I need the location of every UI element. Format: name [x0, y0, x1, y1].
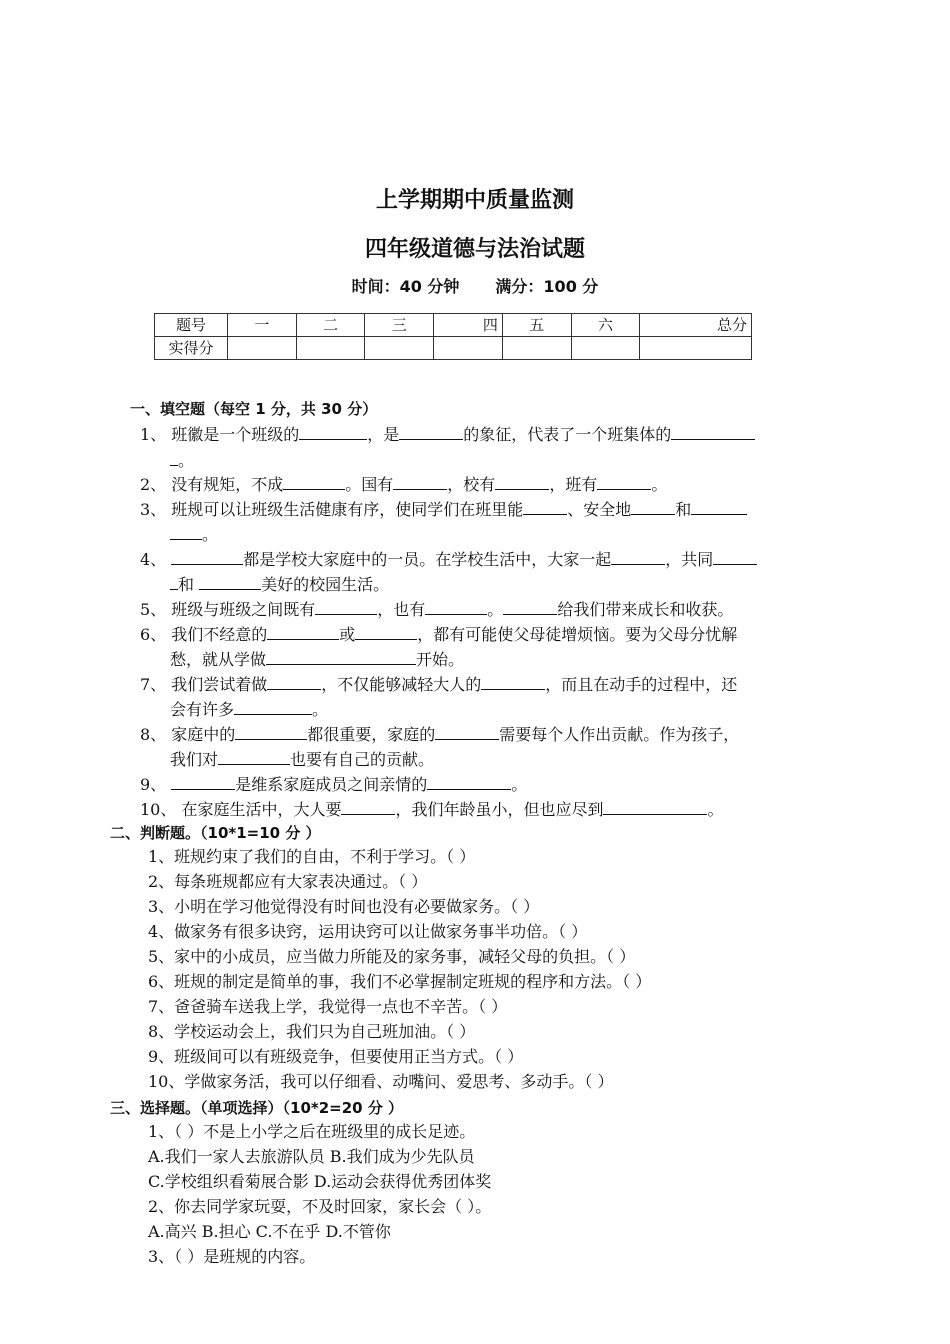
fill-question-5	[140, 598, 733, 620]
fill-question-8	[140, 723, 739, 745]
question-text: 。	[651, 475, 668, 494]
score-input-cell[interactable]	[571, 337, 640, 360]
answer-blank[interactable]	[218, 748, 290, 765]
question-text: 是维系家庭成员之间亲情的	[235, 775, 428, 794]
score-input-cell[interactable]	[640, 337, 752, 360]
fill-question-3	[140, 498, 747, 520]
fill-question-4	[140, 548, 757, 570]
answer-blank[interactable]	[341, 798, 395, 815]
fill-question-10	[140, 798, 723, 820]
choice-options-1-cd: C.学校组织看菊展合影 D.运动会获得优秀团体奖	[148, 1172, 492, 1191]
question-text: 10、 在家庭生活中，大人要	[140, 800, 342, 819]
question-text: ，班有	[549, 475, 598, 494]
question-text: 和	[675, 500, 692, 519]
question-text: ，而且在动手的过程中，还	[545, 675, 738, 694]
judge-question-1: 1、班规约束了我们的自由，不利于学习。（ ）	[148, 847, 476, 866]
section3-title: 三、选择题。（单项选择）（10*2=20 分 ）	[110, 1099, 404, 1117]
answer-blank[interactable]	[523, 498, 567, 515]
answer-blank[interactable]	[435, 723, 499, 740]
fill-question-7-cont	[170, 698, 328, 720]
question-text: ，共同	[665, 550, 714, 569]
question-text: 开始。	[416, 650, 465, 669]
question-text: 给我们带来成长和收获。	[557, 600, 734, 619]
answer-blank[interactable]	[597, 473, 651, 490]
question-text: 6、 我们不经意的	[140, 625, 268, 644]
judge-question-8: 8、学校运动会上，我们只为自己班加油。（ ）	[148, 1022, 476, 1041]
question-text: ，也有	[377, 600, 426, 619]
choice-question-1: 1、（ ）不是上小学之后在班级里的成长足迹。	[148, 1122, 476, 1141]
full-score-label: 满分：100 分	[495, 277, 599, 296]
fill-question-1-cont	[170, 449, 194, 471]
question-text: 。	[312, 700, 329, 719]
answer-blank[interactable]	[355, 623, 417, 640]
choice-question-2: 2、你去同学家玩耍，不及时回家，家长会（ ）。	[148, 1197, 492, 1216]
answer-blank[interactable]	[234, 698, 312, 715]
fill-question-8-cont	[170, 748, 434, 770]
answer-blank[interactable]	[315, 598, 377, 615]
score-table-header-row	[155, 314, 752, 337]
question-text: 我们对	[170, 750, 219, 769]
fill-question-4-cont	[170, 573, 389, 595]
answer-blank[interactable]	[235, 723, 307, 740]
answer-blank[interactable]	[603, 798, 707, 815]
question-text: 。	[202, 525, 219, 544]
score-cell: 六	[571, 314, 640, 337]
question-text: ，校有	[447, 475, 496, 494]
score-table	[154, 313, 752, 360]
question-text: 。国有	[345, 475, 394, 494]
answer-blank[interactable]	[691, 498, 747, 515]
fill-question-6	[140, 623, 737, 645]
question-text: 4、	[140, 550, 172, 569]
score-input-cell[interactable]	[434, 337, 503, 360]
score-cell: 三	[365, 314, 434, 337]
score-cell: 一	[228, 314, 297, 337]
answer-blank[interactable]	[267, 623, 339, 640]
fill-question-2	[140, 473, 667, 495]
judge-question-7: 7、爸爸骑车送我上学，我觉得一点也不辛苦。（ ）	[148, 997, 508, 1016]
answer-blank[interactable]	[171, 773, 235, 790]
question-text: 需要每个人作出贡献。作为孩子，	[499, 725, 740, 744]
question-text: 愁，就从学做	[170, 650, 267, 669]
time-label: 时间：40 分钟	[351, 277, 460, 296]
exam-subtitle: 四年级道德与法治试题	[364, 237, 585, 262]
score-cell: 题号	[155, 314, 228, 337]
question-text: 美好的校园生活。	[261, 575, 390, 594]
answer-blank[interactable]	[399, 423, 463, 440]
exam-title: 上学期期中质量监测	[375, 188, 574, 213]
section1-title: 一、填空题（每空 1 分，共 30 分）	[130, 400, 378, 418]
fill-question-9	[140, 773, 527, 795]
question-text: 。	[511, 775, 528, 794]
fill-question-1	[140, 423, 755, 445]
answer-blank[interactable]	[170, 523, 202, 540]
fill-question-7	[140, 673, 737, 695]
answer-blank[interactable]	[393, 473, 447, 490]
answer-blank[interactable]	[199, 573, 261, 590]
question-text: 。	[707, 800, 724, 819]
score-input-cell[interactable]	[365, 337, 434, 360]
answer-blank[interactable]	[171, 548, 243, 565]
answer-blank[interactable]	[170, 449, 178, 466]
answer-blank[interactable]	[283, 473, 345, 490]
question-text: 的象征，代表了一个班集体的	[463, 425, 672, 444]
question-text: 。	[178, 451, 195, 470]
score-input-cell[interactable]	[296, 337, 365, 360]
choice-options-1-ab: A.我们一家人去旅游队员 B.我们成为少先队员	[148, 1147, 475, 1166]
question-text: 7、 我们尝试着做	[140, 675, 268, 694]
question-text: ，不仅能够减轻大人的	[321, 675, 482, 694]
answer-blank[interactable]	[170, 573, 178, 590]
question-text: 会有许多	[170, 700, 235, 719]
fill-question-6-cont	[170, 648, 464, 670]
question-text: 、安全地	[567, 500, 632, 519]
choice-question-3: 3、（ ）是班规的内容。	[148, 1247, 316, 1266]
question-text: 都很重要，家庭的	[307, 725, 436, 744]
question-text: ，是	[367, 425, 400, 444]
answer-blank[interactable]	[425, 598, 487, 615]
answer-blank[interactable]	[713, 548, 757, 565]
answer-blank[interactable]	[495, 473, 549, 490]
question-text: 8、 家庭中的	[140, 725, 236, 744]
judge-question-10: 10、学做家务活，我可以仔细看、动嘴问、爱思考、多动手。（ ）	[148, 1072, 614, 1091]
answer-blank[interactable]	[427, 773, 511, 790]
answer-blank[interactable]	[266, 648, 416, 665]
question-text: 。	[487, 600, 504, 619]
judge-question-3: 3、小明在学习他觉得没有时间也没有必要做家务。（ ）	[148, 897, 540, 916]
question-text: 9、	[140, 775, 172, 794]
question-text: 也要有自己的贡献。	[290, 750, 435, 769]
choice-options-2: A.高兴 B.担心 C.不在乎 D.不管你	[148, 1222, 391, 1241]
judge-question-9: 9、班级间可以有班级竞争，但要使用正当方式。（ ）	[148, 1047, 524, 1066]
judge-question-5: 5、家中的小成员，应当做力所能及的家务事，减轻父母的负担。（ ）	[148, 947, 636, 966]
question-text: 2、 没有规矩，不成	[140, 475, 284, 494]
question-text: 都是学校大家庭中的一员。在学校生活中，大家一起	[243, 550, 612, 569]
question-text: 或	[339, 625, 356, 644]
question-text: 5、 班级与班级之间既有	[140, 600, 316, 619]
question-text: ，我们年龄虽小，但也应尽到	[395, 800, 604, 819]
score-input-cell[interactable]	[228, 337, 297, 360]
judge-question-4: 4、做家务有很多诀窍，运用诀窍可以让做家务事半功倍。（ ）	[148, 922, 588, 941]
question-text: 1、 班徽是一个班级的	[140, 425, 300, 444]
exam-meta	[0, 274, 950, 297]
answer-blank[interactable]	[671, 423, 755, 440]
fill-question-3-cont	[170, 523, 218, 545]
question-text: ，都有可能使父母徒增烦恼。要为父母分忧解	[417, 625, 738, 644]
answer-blank[interactable]	[299, 423, 367, 440]
question-text: 和	[178, 575, 200, 594]
question-text: 3、 班规可以让班级生活健康有序，使同学们在班里能	[140, 500, 524, 519]
score-input-cell[interactable]	[502, 337, 571, 360]
answer-blank[interactable]	[481, 673, 545, 690]
score-cell: 五	[502, 314, 571, 337]
score-cell: 实得分	[155, 337, 228, 360]
answer-blank[interactable]	[631, 498, 675, 515]
score-table-score-row	[155, 337, 752, 360]
section2-title: 二、判断题。（10*1=10 分 ）	[110, 824, 321, 842]
score-cell: 四	[434, 314, 503, 337]
answer-blank[interactable]	[503, 598, 557, 615]
score-cell: 二	[296, 314, 365, 337]
judge-question-6: 6、班规的制定是简单的事，我们不必掌握制定班规的程序和方法。（ ）	[148, 972, 652, 991]
answer-blank[interactable]	[267, 673, 321, 690]
judge-question-2: 2、每条班规都应有大家表决通过。（ ）	[148, 872, 428, 891]
answer-blank[interactable]	[611, 548, 665, 565]
score-cell: 总分	[640, 314, 752, 337]
